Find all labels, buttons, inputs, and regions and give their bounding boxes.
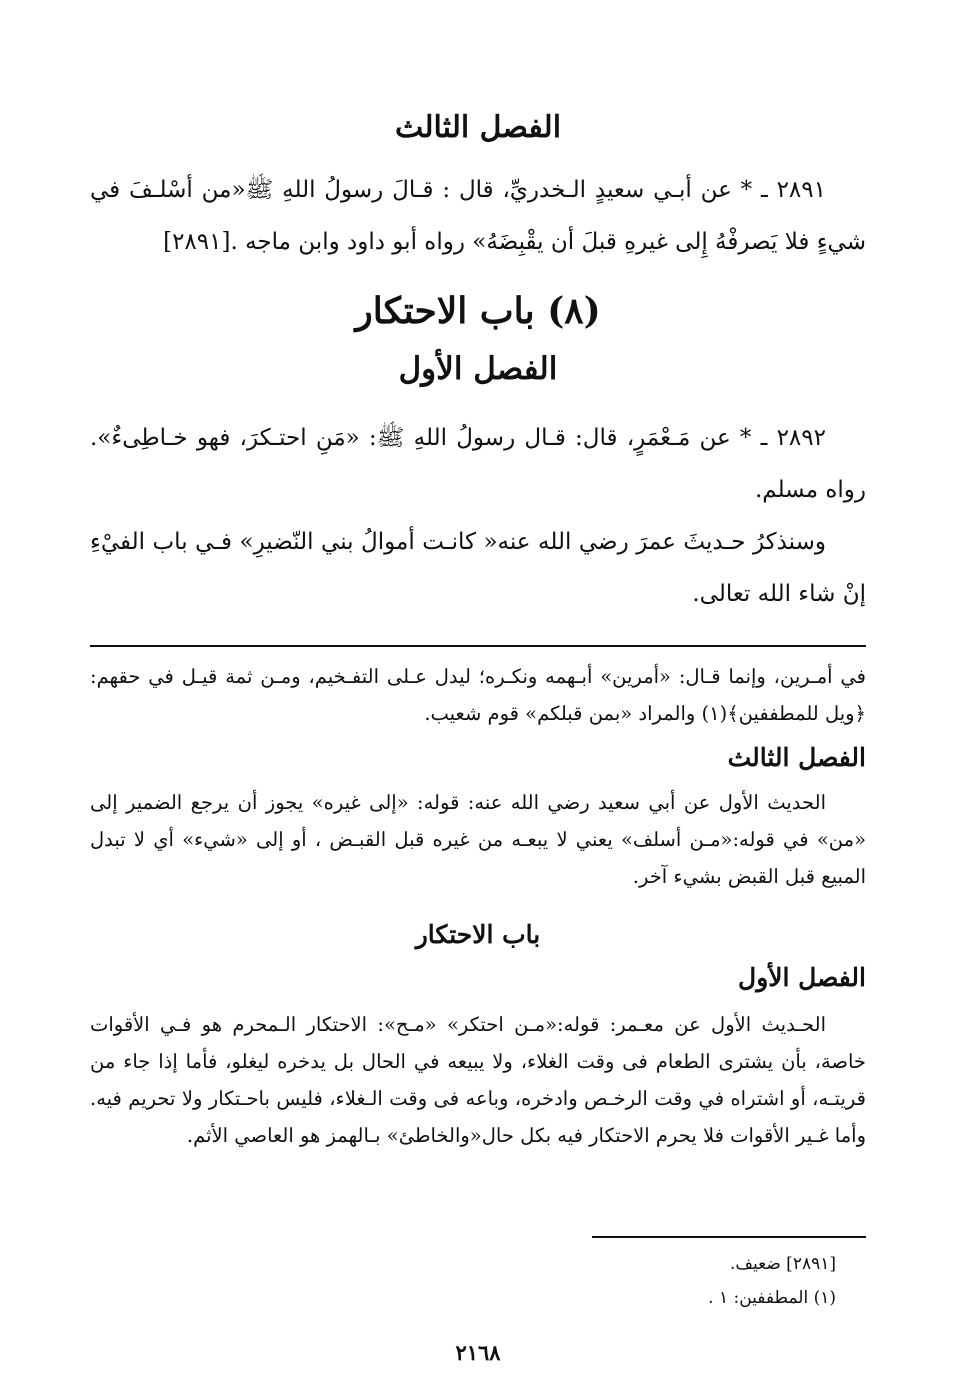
cross-reference-note: وسنذكرُ حـديثَ عمرَ رضي الله عنه« كانـت أموالُ بني النّضيرِ» فـي باب الفيْءِ إنْ شاء الله تعالى. — [90, 529, 866, 607]
hadith-2891: ٢٨٩١ ـ * عن أبـي سعيدٍ الـخدريِّ، قال : قـالَ رسولُ اللهِ ﷺ«من أسْلـفَ في شيءٍ فلا يَصرفْهُ إِلى غيرهِ قبلَ أن يقْبِضَهُ» رواه أبو داود وابن ماجه .[٢٨٩١] — [90, 177, 866, 255]
main-divider — [90, 645, 866, 647]
commentary-carryover: في أمـرين، وإنما قـال: «أمرين» أبـهمه ونكـره؛ ليدل عـلى التفـخيم، ومـن ثمة قيـل في حقهم: ﴿ويل للمطففين﴾(١) والمراد «بمن قبلكم» قوم شعيب. — [90, 665, 866, 725]
hadith-2892: ٢٨٩٢ ـ * عن مَـعْمَرٍ، قال: قـال رسولُ اللهِ ﷺ: «مَنِ احتـكرَ، فهو خـاطِىءٌ». رواه مسلم. — [90, 425, 866, 503]
commentary-chapter-title: باب الاحتكار — [415, 920, 541, 949]
footnote-2891: [٢٨٩١] ضعيف. — [730, 1254, 836, 1274]
page-number: ٢١٦٨ — [455, 1340, 501, 1365]
footnote-divider — [592, 1236, 866, 1238]
commentary-section-third-text: الحديث الأول عن أبي سعيد رضي الله عنه: قوله: «إلى غيره» يجوز أن يرجع الضمير إلى «من» في قوله:«مـن أسلف» يعني لا يبعـه من غيره قبل القبـض ، أو إلى «شيء» أي لا تبدل المبيع قبل القبض بشيء آخر. — [90, 791, 866, 888]
commentary-section-third-title: الفصل الثالث — [727, 743, 866, 772]
commentary-section-first-title: الفصل الأول — [738, 963, 866, 992]
chapter-title: (٨) باب الاحتكار — [355, 290, 601, 332]
commentary-section-first-text: الحـديث الأول عن معـمر: قوله:«مـن احتكر» «مـح»: الاحتكار الـمحرم هو فـي الأقوات خاصة، بأن يشترى الطعام فى وقت الغلاء، ولا يبيعه في الحال بل يدخره ليغلو، فأما إذا جاء من قريتـه، أو اشتراه في وقت الرخـص وادخره، وباعه فى وقت الـغلاء، فليس باحـتكار ولا تحريم فيه. وأما غـير الأقوات فلا يحرم الاحتكار فيه بكل حال«والخاطئ» بـالهمز هو العاصي الأثم. — [90, 1013, 866, 1147]
section-title-first: الفصل الأول — [398, 351, 558, 387]
section-title-third: الفصل الثالث — [394, 110, 562, 145]
footnote-1: (١) المطففين: ١ . — [708, 1288, 836, 1308]
